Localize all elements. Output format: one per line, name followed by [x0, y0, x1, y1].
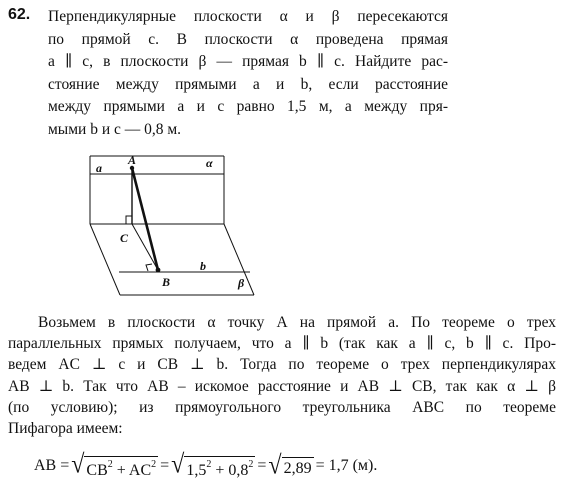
formula-exponent: 2	[248, 458, 254, 470]
formula-value-2: + 0,8	[211, 461, 249, 479]
label-c-point: C	[120, 231, 129, 245]
formula-lhs: AB =	[34, 457, 70, 474]
label-line-a: a	[96, 161, 102, 175]
formula-exponent: 2	[151, 458, 157, 470]
pythagoras-formula	[34, 449, 377, 483]
problem-line: мыми b и c — 0,8 м.	[48, 120, 182, 138]
formula-equals: =	[257, 457, 267, 474]
geometry-figure	[82, 150, 282, 302]
solution-text	[8, 312, 556, 439]
problem-line: стояние между прямыми a и b, если расстояние	[48, 75, 448, 93]
point-b	[156, 268, 161, 273]
radical-2: √ $1,5^2 + 0,8^2$	[171, 450, 254, 479]
problem-text	[48, 6, 448, 142]
radical-3: √ 2,89	[268, 451, 312, 481]
solution-line: Возьмем в плоскости α точку А на прямой a. По теореме о трех	[38, 314, 556, 331]
problem-number: 62.	[8, 6, 31, 23]
formula-exponent: 2	[206, 458, 212, 470]
problem-line: между прямыми a и c равно 1,5 м, а между пря-	[48, 98, 448, 116]
formula-value-1: 1,5	[186, 461, 207, 479]
segment-ab	[132, 168, 158, 270]
plane-beta-left-edge	[90, 224, 120, 295]
right-angle-marker-b	[146, 264, 152, 271]
formula-cb: CB	[86, 461, 108, 479]
solution-line: ведем AC ⊥ c и CB ⊥ b. Тогда по теореме о трех перпендикулярах	[8, 356, 556, 374]
segment-cb	[132, 224, 158, 270]
label-beta: β	[238, 276, 245, 290]
problem-line: a ∥ c, в плоскости β — прямая b ∥ c. Найдите рас-	[48, 53, 448, 71]
label-b-point: B	[162, 275, 171, 289]
label-line-b: b	[200, 259, 206, 273]
right-angle-marker-c	[126, 216, 132, 224]
formula-result: = 1,7 (м).	[315, 457, 378, 474]
problem-line: Перпендикулярные плоскости α и β пересекаются	[48, 8, 448, 25]
label-a-point: A	[128, 153, 137, 167]
solution-line: (по условию); из прямоугольного треугольника ABC по теореме	[8, 398, 556, 416]
solution-line: параллельных прямых получаем, что a ∥ b (так как a ∥ c, b ∥ c. Про-	[8, 335, 556, 353]
problem-line: по прямой c. В плоскости α проведена прямая	[48, 30, 448, 48]
solution-line: AB ⊥ b. Так что AB – искомое расстояние и AB ⊥ CB, так как α ⊥ β	[8, 377, 556, 395]
planes-diagram	[82, 150, 282, 302]
formula-value-3: 2,89	[282, 457, 314, 478]
formula-ac: + AC	[112, 461, 152, 479]
formula-exponent: 2	[107, 458, 113, 470]
solution-line: Пифагора имеем:	[8, 419, 123, 437]
formula-equals: =	[160, 457, 170, 474]
label-alpha: α	[206, 156, 213, 170]
radical-1: √ $CB^2 + AC^2$	[71, 450, 157, 479]
